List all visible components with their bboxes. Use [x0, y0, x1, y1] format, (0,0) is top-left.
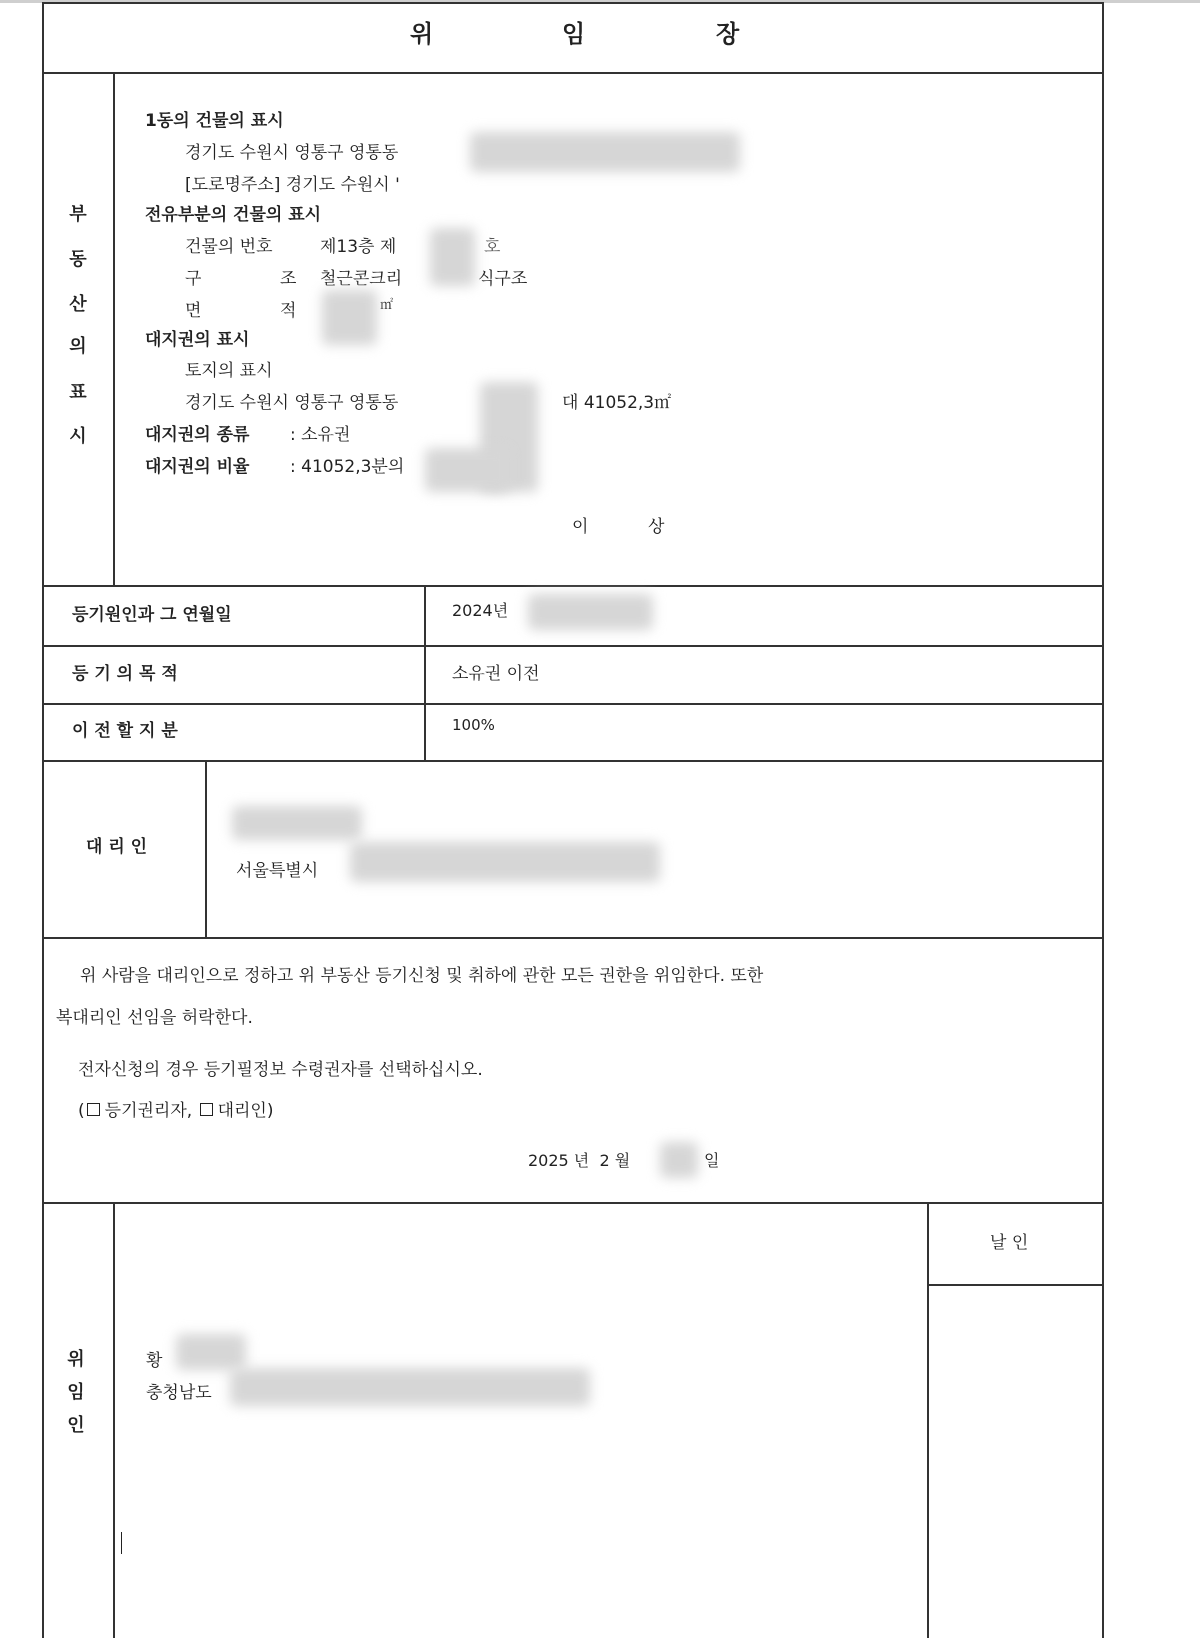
- divider: [42, 937, 1104, 939]
- divider: [42, 1202, 1104, 1204]
- land-right-ratio-value: : 41052,3분의: [290, 457, 405, 477]
- area-label: 면: [185, 301, 202, 321]
- side-label-char: 인: [67, 1415, 85, 1436]
- registration-cause-label: 등기원인과 그 연월일: [72, 605, 232, 625]
- redaction: [350, 842, 660, 882]
- date-day: 일: [704, 1151, 720, 1170]
- area-unit: ㎡: [380, 298, 394, 313]
- border-left: [42, 2, 44, 1638]
- transfer-share-label: 이 전 할 지 분: [72, 721, 178, 741]
- statement-line: 전자신청의 경우 등기필정보 수령권자를 선택하십시오.: [78, 1060, 483, 1080]
- side-label-char: 임: [67, 1382, 85, 1403]
- divider: [42, 703, 1104, 705]
- option-agent: 대리인): [217, 1101, 274, 1121]
- border-top: [42, 2, 1104, 4]
- land-address: 경기도 수원시 영통구 영통동: [185, 393, 399, 413]
- side-label-char: 시: [69, 426, 87, 447]
- seal-label: 날 인: [990, 1233, 1029, 1253]
- option-rights-holder: 등기권리자,: [104, 1101, 193, 1121]
- structure-suffix: 식구조: [478, 269, 528, 289]
- redaction: [528, 594, 653, 630]
- transfer-share-value: 100%: [452, 716, 495, 734]
- divider: [42, 760, 1104, 762]
- principal-address: 충청남도: [146, 1383, 212, 1403]
- land-right-type-value: : 소유권: [290, 425, 351, 445]
- agent-address: 서울특별시: [236, 861, 319, 881]
- registration-purpose-value: 소유권 이전: [452, 664, 540, 684]
- principal-name: 황: [146, 1351, 163, 1371]
- unit-number-label: 건물의 번호: [185, 237, 273, 257]
- end-mark: 상: [648, 517, 665, 537]
- title-char: 장: [716, 20, 740, 48]
- divider: [113, 72, 115, 585]
- structure-value: 철근콘크리: [320, 269, 403, 289]
- redaction: [232, 806, 362, 840]
- registration-purpose-label: 등 기 의 목 적: [72, 664, 178, 684]
- structure-label: 구: [185, 269, 202, 289]
- border-right: [1102, 2, 1104, 1638]
- structure-label: 조: [280, 269, 297, 289]
- statement-line: 위 사람을 대리인으로 정하고 위 부동산 등기신청 및 취하에 관한 모든 권한을 위임한다. 또한: [80, 966, 764, 986]
- signing-date: [528, 1148, 630, 1171]
- redaction: [470, 132, 740, 172]
- redaction: [322, 290, 377, 345]
- unit-number-value: 제13층 제: [320, 237, 397, 257]
- checkbox-receiver-agent[interactable]: [200, 1103, 213, 1116]
- divider: [113, 1202, 115, 1638]
- land-type-area: 대 41052,3㎡: [562, 393, 672, 413]
- side-label-char: 부: [69, 204, 87, 225]
- registration-cause-value: 2024년: [452, 601, 509, 620]
- statement-line: 복대리인 선임을 허락한다.: [56, 1008, 253, 1028]
- date-month: 2 월: [599, 1151, 631, 1170]
- divider: [205, 760, 207, 937]
- side-label-char: 동: [69, 249, 87, 270]
- receiver-options: [78, 1096, 273, 1121]
- side-label-char: 산: [69, 294, 87, 315]
- land-right-ratio-label: 대지권의 비율: [145, 457, 250, 477]
- side-label-char: 위: [67, 1349, 85, 1370]
- redaction: [660, 1142, 698, 1178]
- redaction: [230, 1368, 590, 1406]
- side-label-char: 의: [69, 336, 87, 357]
- checkbox-receiver-rights-holder[interactable]: [87, 1103, 100, 1116]
- divider: [42, 72, 1104, 74]
- agent-label: 대 리 인: [86, 837, 148, 857]
- title-char: 위: [410, 20, 434, 48]
- redaction: [425, 448, 510, 492]
- end-mark: 이: [572, 517, 589, 537]
- divider: [42, 585, 1104, 587]
- redaction: [176, 1334, 246, 1370]
- area-label: 적: [280, 301, 297, 321]
- divider: [424, 585, 426, 760]
- divider: [42, 645, 1104, 647]
- building-heading: 1동의 건물의 표시: [145, 111, 284, 131]
- text-cursor: [121, 1532, 122, 1554]
- land-right-heading: 대지권의 표시: [145, 330, 250, 350]
- seal-area[interactable]: [929, 1286, 1102, 1638]
- unit-heading: 전유부분의 건물의 표시: [145, 205, 322, 225]
- side-label-char: 표: [69, 382, 87, 403]
- unit-number-suffix: 호: [484, 237, 501, 257]
- date-year: 2025 년: [528, 1151, 590, 1170]
- redaction: [430, 228, 475, 286]
- land-heading: 토지의 표시: [185, 361, 273, 381]
- road-address: [도로명주소] 경기도 수원시 ': [185, 175, 400, 195]
- land-right-type-label: 대지권의 종류: [145, 425, 250, 445]
- paren: (: [78, 1101, 85, 1121]
- title-char: 임: [562, 20, 586, 48]
- building-address: 경기도 수원시 영통구 영통동: [185, 143, 399, 163]
